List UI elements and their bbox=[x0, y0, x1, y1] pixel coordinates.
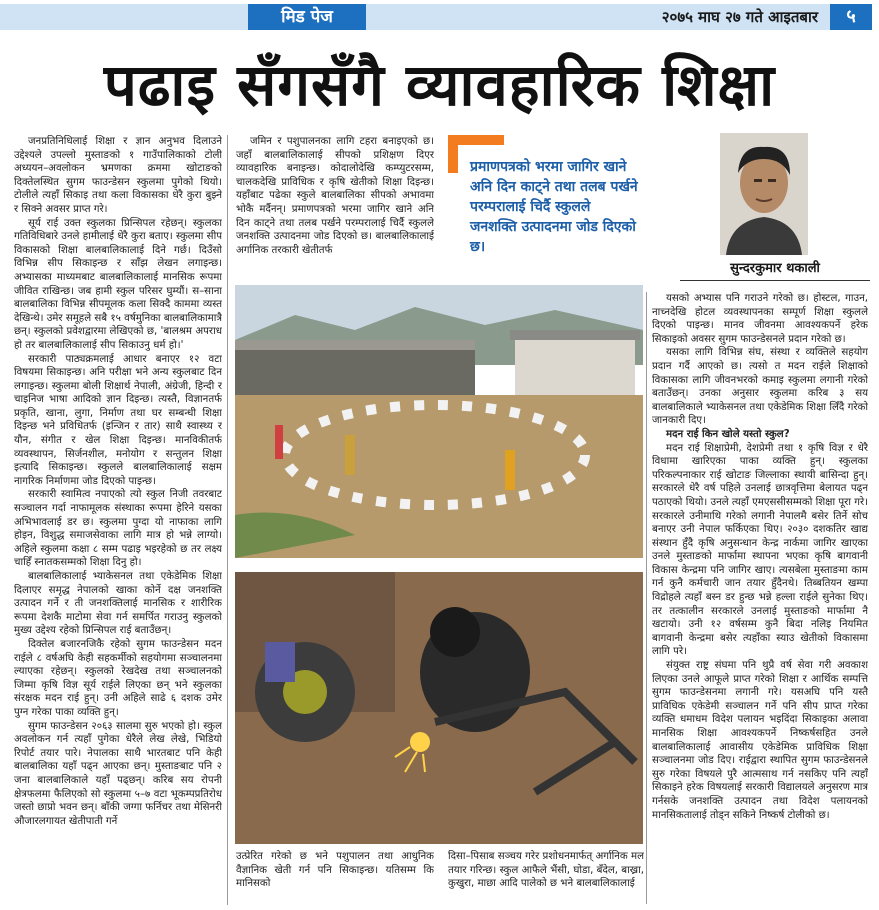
pull-quote bbox=[448, 135, 638, 285]
caption-column-3: दिसा–पिसाब सञ्चय गरेर प्रशोधनमार्फत् अर्गानिक मल तयार गरिन्छ। स्कुल आफैले भैंसी, घोडा, बँदेल, बाख्रा, कुखुरा, माछा आदि पालेको छ भने बालबालिकालाई bbox=[448, 851, 644, 890]
paragraph: बालबालिकालाई भ्याकेसनल तथा एकेडेमिक शिक्षा दिलाएर समृद्ध नेपालको खाका कोर्ने दक्ष जनशक्ति उत्पादन गर्ने र ती जनशक्तिलाई मानसिक र शारीरिक रूपमा देशकै माटोमा सेवा गर्न समर्पित गराउनु स्कुलको मुख्य उद्देश्य रहेको प्रिन्सिपल राई बताउँछन्। bbox=[14, 571, 222, 637]
column-divider bbox=[646, 292, 647, 904]
column-divider bbox=[227, 135, 228, 905]
author-portrait bbox=[720, 133, 808, 255]
paragraph: जमिन र पशुपालनका लागि टहरा बनाइएको छ। जहाँ बालबालिकालाई सीपको प्रशिक्षण दिएर व्यावहारिक बनाइन्छ। कोदालोदेखि कम्प्युटरसम्म, चालकदेखि प्राविधिक र कृषि खेतीको शिक्षा दिइन्छ। यहाँबाट पढेका स्कुले बालबालिका सीपको अभावमा भोकै मर्दैनन्। प्रमाणपत्रको भरमा जागिर खाने अनि दिन काट्ने तथा तलब पर्खने परम्परालाई चिर्दै स्कुलले जनशक्ति उत्पादनमा जोड दिएको छ। बालबालिकालाई अर्गानिक तरकारी खेतीतर्फ bbox=[236, 136, 434, 256]
article-column-4 bbox=[652, 292, 868, 902]
pull-quote-text: प्रमाणपत्रको भरमा जागिर खाने अनि दिन काट्ने तथा तलब पर्खने परम्परालाई चिर्दै स्कुलले जनशक्ति उत्पादनमा जोड दिएको छ। bbox=[470, 159, 638, 255]
subheading: मदन राई किन खोले यस्तो स्कुल? bbox=[666, 428, 790, 440]
caption-column-2: उत्प्रेरित गरेको छ भने पशुपालन तथा आधुनिक वैज्ञानिक खेती गर्न पनि सिकाइन्छ। यतिसम्म कि मानिसको bbox=[236, 851, 434, 890]
quote-corner-mark bbox=[448, 135, 458, 173]
page-number: ५ bbox=[830, 4, 872, 30]
paragraph: सरकारी स्वामित्व नपाएको त्यो स्कुल निजी तवरबाट सञ्चालन गर्दा नाफामूलक संस्थाका रूपमा हेरिने यसका अभिभावलाई डर छ। स्कुलमा पुग्दा यो नाफाका लागि होइन, विशुद्ध समाजसेवाका लागि मात्र हो भन्ने लाग्यो। अहिले स्कुलमा कक्षा ८ सम्म पढाइ भइरहेको छ तर लक्ष्य चाहिँ स्नातकसम्मको शिक्षा दिनु हो। bbox=[14, 489, 222, 569]
paragraph: सूर्य राई उक्त स्कुलका प्रिन्सिपल रहेछन्। स्कुलका गतिविधिबारे उनले हामीलाई धेरै कुरा बताए। स्कुलमा सीप विकासको शिक्षा बालबालिकालाई दिने गर्छ। दिउँसो विभिन्न सीप सिकाइन्छ र साँझ लेखन लगाइन्छ। अभ्यासका माध्यमबाट बालबालिकालाई मानसिक रूपमा जीवित राखिन्छ। जब हामी स्कुल परिसर घुम्यौं। स–साना बालबालिका विभिन्न सीपमूलक कला सिक्दै काममा व्यस्त देखिन्थे। उमेर समूहले सबै १५ वर्षमुनिका बालबालिकामात्रै छन्। स्कुलको प्रवेशद्वारमा लेखिएको छ, 'बालश्रम अपराध हो तर बालबालिकालाई सीप सिकाउनु धर्म हो।' bbox=[14, 217, 222, 351]
paragraph: यसको अभ्यास पनि गराउने गरेको छ। होस्टल, गाउन, नाच्नदेखि होटल व्यवस्थापनका सम्पूर्ण शिक्षा स्कुलले दिएको पाइन्छ। मानव जीवनमा आवश्यकपर्ने हरेक सिकाइको अवसर सुगम फाउन्डेसनले प्रदान गरेको छ। bbox=[652, 293, 868, 345]
article-headline: पढाइ सँगसँगै व्यावहारिक शिक्षा bbox=[103, 51, 776, 119]
page-header-bar bbox=[0, 0, 879, 34]
photo-student-welding bbox=[235, 572, 643, 844]
paragraph: जनप्रतिनिधिलाई शिक्षा र ज्ञान अनुभव दिलाउने उद्देश्यले उपल्लो मुस्ताङको १ गाउँपालिकाको टोली अध्ययन–अवलोकन भ्रमणका क्रममा खोटाङको दिक्तेलस्थित सुगम फाउन्डेसन स्कुलमा पुगेको थियो। टोलीले त्यहाँ सिकाइ तथा कला विकासका धेरै कुरा बुझ्ने र सिक्ने अवसर प्राप्त गरे। bbox=[14, 136, 222, 215]
paragraph: मदन राई शिक्षाप्रेमी, देशप्रेमी तथा १ कृषि विज्ञ र धेरै विधामा खारिएका पाका व्यक्ति हुन्। स्कुलका परिकल्पनाकार राई खोटाङ जिल्लाका स्थायी बासिन्दा हुन्। सरकारले धेरै वर्ष पहिले उनलाई छात्रवृत्तिमा बेलायत पढ्न पठाएको थियो। उनले त्यहाँ एमएससीसम्मको शिक्षा पूरा गरे। सरकारले उनीमाथि गरेको लगानी नेपालमै बसेर तिर्ने सोच बनाएर उनी नेपाल फर्किएका थिए। २०३० दशकतिर खाद्य संस्थान हुँदै कृषि अनुसन्धान केन्द्र नार्कमा जागिर खाएका उनले मुस्ताङको मार्फामा स्थापना भएका कृषि बागवानी विकास केन्द्रमा पनि जागिर खाए। त्यसबेला मुस्ताङमा काम गर्न कुनै कर्मचारी जान तयार हुँदैनथे। तिब्बतियन खम्पा विद्रोहले त्यहाँ बस्न डर हुन्छ भन्ने हल्ला राईले सुनेका थिए। तर तत्कालीन सरकारले उनलाई मुस्ताङको मार्फामा नै खटायो। उनी १२ वर्षसम्म कुनै बिदा नलिइ नियमित बागवानी केन्द्रमा बसेर त्यहाँका स्याउ खेतीको विकासमा लागि परे। bbox=[652, 442, 868, 658]
header-tint-left bbox=[0, 4, 248, 30]
paragraph: सुगम फाउन्डेसन २०६३ सालमा सुरु भएको हो। स्कुल अवलोकन गर्न त्यहाँ पुगेका धेरैले लेख लेखे, भिडियो रिपोर्ट तयार पारे। नेपालका साथै भारतबाट पनि केही बालबालिका यहाँ पढ्न आएका छन्। मुस्ताङबाट पनि २ जना बालबालिकाले यहाँ पढ्छन्। करिब सय रोपनी क्षेत्रफलमा फैलिएको सो स्कुलमा ५–७ वटा भूकम्पप्रतिरोध जस्तो छाप्रो भवन छन्। बाँकी जग्गा फर्निचर तथा मेसिनरी औजारलगायत खेतीपाती गर्ने bbox=[14, 720, 222, 827]
paragraph: यसका लागि विभिन्न संघ, संस्था र व्यक्तिले सहयोग प्रदान गर्दै आएको छ। त्यसो त मदन राईले शिक्षाको विकासका लागि जीवनभरको कमाइ स्कुलमा लगानी गरेको बताउँछन्। उनका अनुसार स्कुलमा करिब ३ सय बालबालिकाले भ्याकेसनल तथा एकेडेमिक शिक्षा लिँदै गरेको जानकारी दिए। bbox=[652, 347, 868, 427]
paragraph: सरकारी पाठ्यक्रमलाई आधार बनाएर १२ वटा विषयमा सिकाइन्छ। अनि परीक्षा भने अन्य स्कुलबाट दिन लगाइन्छ। स्कुलमा बोली शिक्षार्थ नेपाली, अंग्रेजी, हिन्दी र चाइनिज भाषा आदिको ज्ञान दिइन्छ। त्यस्तै, विज्ञानतर्फ प्रकृति, खाना, लुगा, निर्माण तथा घर सम्बन्धी शिक्षा दिइन्छ भने प्रविधितर्फ (इन्जिन र तार) साथै स्वास्थ्य र यौन, संगीत र खेल शिक्षा दिइन्छ। मानविकीतर्फ व्यवस्थापन, सिर्जनशील, मनोयोग र सन्तुलन शिक्षा इत्यादि सिकाइन्छ। स्कुलले बालबालिकालाई सक्षम नागरिक निर्माणमा जोड दिएको पाइन्छ। bbox=[14, 353, 222, 487]
issue-date: २०७५ माघ २७ गते आइतबार bbox=[366, 4, 830, 30]
article-column-1 bbox=[14, 135, 222, 910]
section-label: मिड पेज bbox=[248, 4, 366, 30]
paragraph: संयुक्त राष्ट्र संघमा पनि थुप्रै वर्ष सेवा गरी अवकाश लिएका उनले आफूले प्राप्त गरेको शिक्षा र आर्थिक सम्पत्ति सुगम फाउन्डेसनमा लगानी गरे। यसअघि पनि यस्तै प्राविधिक एकेडेमी सञ्चालन गर्ने पनि सीप प्राप्त गरेका व्यक्ति धमाधम विदेश पलायन भइदिंदा सिकाइका अलावा मानसिक शिक्षा आवश्यकपर्ने निष्कर्षसहित उनले बालबालिकालाई आवासीय एकेडेमिक प्राविधिक शिक्षा सञ्चालनमा जोड दिए। राईद्वारा स्थापित सुगम फाउन्डेसनले सुरु गरेका विषयले पुरै आत्मसाथ गर्न नसकिए पनि त्यहाँ सिकाइने हरेक विषयलाई सरकारी विद्यालयले अनुसरण मात्र गर्नसके जनशक्ति उत्पादन तथा विदेश पलायनको मानसिकतालाई तोड्न सकिने निष्कर्ष टोलीको छ। bbox=[652, 660, 868, 821]
author-byline: सुन्दरकुमार थकाली bbox=[680, 258, 870, 281]
article-column-2 bbox=[236, 135, 434, 280]
paragraph: दिक्तेल बजारनजिकै रहेको सुगम फाउन्डेसन मदन राईले ८ वर्षअघि केही सहकर्मीको सहयोगमा सञ्चालनमा ल्याएका रहेछन्। स्कुलको रेखदेख तथा सञ्चालनको जिम्मा कृषि विज्ञ सूर्य राईले लिएका छन् भने स्कुलका संरक्षक मदन राई हुन्। उनी अहिले साढे ६ दशक उमेर पुग्न गरेका पाका व्यक्ति हुन्। bbox=[14, 638, 222, 718]
photo-school-playground bbox=[235, 285, 643, 558]
